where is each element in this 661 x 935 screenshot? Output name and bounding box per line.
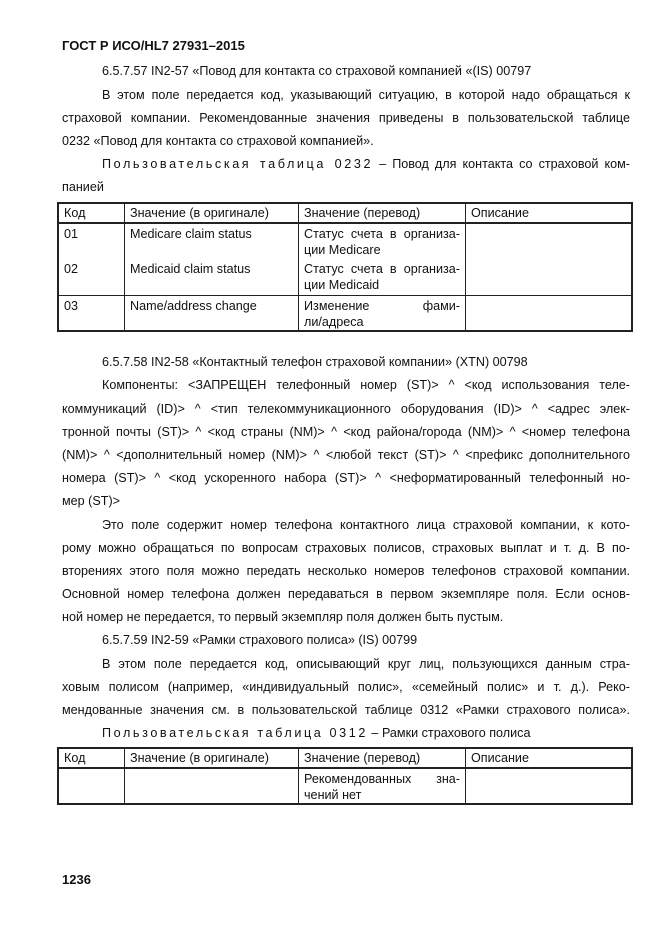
cell-description [466, 768, 633, 804]
document-header: ГОСТ Р ИСО/HL7 27931–2015 [62, 38, 245, 53]
paragraph-line: В этом поле передается код, описывающий круг лиц, пользующихся данным стра- [102, 657, 630, 671]
table-row [58, 223, 632, 259]
cell-description [466, 295, 633, 331]
paragraph-line: страховой компании. Рекомендованные значения приведены в пользовательской таблице [62, 111, 630, 125]
header-description: Описание [466, 203, 633, 223]
table-header-row [58, 748, 632, 768]
cell-description [466, 259, 633, 295]
paragraph-line: рому можно обращаться по вопросам страховых полисов, страховых выплат и т. д. В по- [62, 541, 630, 555]
table-caption-continued: панией [62, 180, 104, 194]
cell-original [125, 768, 299, 804]
cell-code [58, 768, 125, 804]
table-caption-0312 [102, 725, 630, 741]
paragraph-line: Основной номер телефона должен передаваться в первом экземпляре поля. Если основ- [62, 587, 630, 601]
paragraph-line: тронной почты (ST)> ^ <код страны (NM)> ^ <код района/города (NM)> ^ <номер телефона [62, 425, 630, 439]
paragraph-line: ной номер не передается, то первый экземпляр поля должен быть пустым. [62, 610, 504, 624]
paragraph-line: мер (ST)> [62, 494, 121, 508]
header-translation: Значение (перевод) [299, 748, 466, 768]
table-row [58, 768, 632, 804]
cell-code: 02 [58, 259, 125, 295]
section-heading-57: 6.5.7.57 IN2-57 «Повод для контакта со страховой компанией «(IS) 00797 [102, 64, 532, 78]
cell-code: 03 [58, 295, 125, 331]
paragraph-line: мендованные значения см. в пользовательской таблице 0312 «Рамки страхового полиса». [62, 703, 630, 717]
table-header-row [58, 203, 632, 223]
table-caption-label: Пользовательская таблица 0312 [102, 726, 368, 740]
section-heading-59: 6.5.7.59 IN2-59 «Рамки страхового полиса» (IS) 00799 [102, 633, 418, 647]
section-heading-58: 6.5.7.58 IN2-58 «Контактный телефон страховой компании» (XTN) 00798 [102, 355, 528, 369]
cell-original: Medicaid claim status [125, 259, 299, 295]
header-original: Значение (в оригинале) [125, 748, 299, 768]
cell-original: Medicare claim status [125, 223, 299, 259]
header-code: Код [58, 748, 125, 768]
paragraph-line: В этом поле передается код, указывающий ситуацию, в которой надо обращаться к [102, 88, 630, 102]
header-original: Значение (в оригинале) [125, 203, 299, 223]
paragraph-line: вторениях этого поля можно передать несколько номеров телефонов страховой компании. [62, 564, 630, 578]
table-caption-title: – Рамки страхового полиса [367, 726, 531, 740]
header-code: Код [58, 203, 125, 223]
table-caption-0232 [102, 156, 630, 172]
table-caption-label: Пользовательская таблица 0232 [102, 157, 374, 171]
cell-translation: Статус счета в организа- ции Medicare [299, 223, 466, 259]
cell-original: Name/address change [125, 295, 299, 331]
cell-translation: Статус счета в организа- ции Medicaid [299, 259, 466, 295]
table-row [58, 259, 632, 295]
user-table-0312 [57, 747, 633, 805]
paragraph-line: Компоненты: <ЗАПРЕЩЕН телефонный номер (ST)> ^ <код использования теле- [102, 378, 630, 392]
paragraph-line: коммуникаций (ID)> ^ <тип телекоммуникационного оборудования (ID)> ^ <адрес элек- [62, 402, 630, 416]
user-table-0232 [57, 202, 633, 332]
paragraph-line: (NM)> ^ <дополнительный номер (NM)> ^ <любой текст (ST)> ^ <префикс дополнительного [62, 448, 630, 462]
paragraph-line: Это поле содержит номер телефона контактного лица страховой компании, к кото- [102, 518, 630, 532]
cell-code: 01 [58, 223, 125, 259]
cell-description [466, 223, 633, 259]
paragraph-line: ховым полисом (например, «индивидуальный полис», «семейный полис» и т. д.). Реко- [62, 680, 630, 694]
header-translation: Значение (перевод) [299, 203, 466, 223]
cell-translation: Изменение фами- ли/адреса [299, 295, 466, 331]
cell-translation: Рекомендованных зна- чений нет [299, 768, 466, 804]
paragraph-line: номера (ST)> ^ <код ускоренного набора (ST)> ^ <неформатированный телефонный но- [62, 471, 630, 485]
header-description: Описание [466, 748, 633, 768]
paragraph-line: 0232 «Повод для контакта со страховой компанией». [62, 134, 374, 148]
table-row [58, 295, 632, 331]
page-number: 1236 [62, 872, 91, 887]
table-caption-title: – Повод для контакта со страховой ком- [373, 157, 630, 171]
